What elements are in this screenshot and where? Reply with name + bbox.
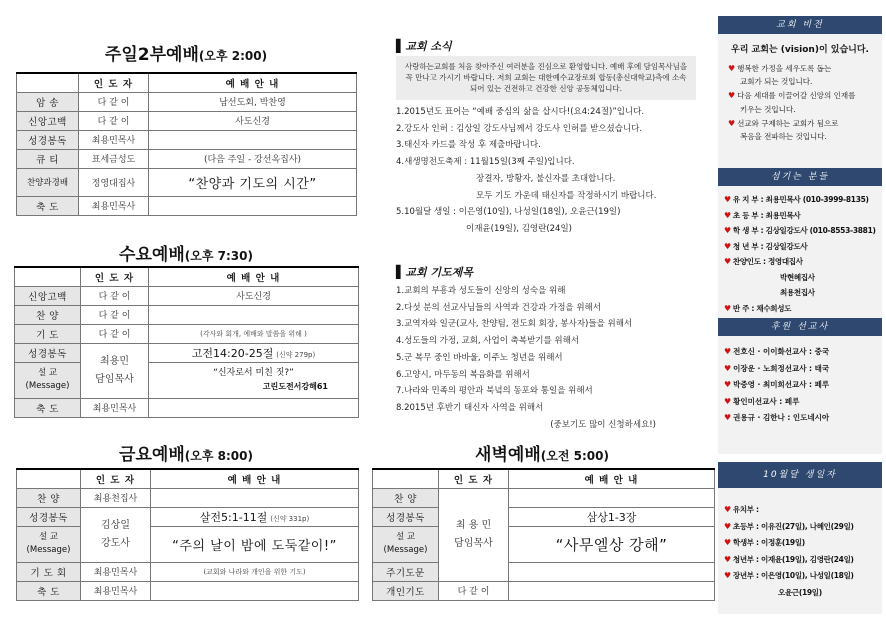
prayer-title: ▌교회 기도제목 (396, 265, 473, 279)
list-item: 이재윤(19일), 김영란(24일) (466, 223, 572, 234)
heart-icon: ♥ (724, 347, 732, 356)
list-item: 6.고양시, 마두동의 복음화를 위해서 (396, 369, 530, 380)
heart-icon: ♥ (724, 210, 731, 220)
dawn-table: 인 도 자 예 배 안 내 찬 양 최 용 민 담임목사 성경봉독 삼상1-3장 설 교 (Message) “사무엘상 강해” 주기도문 개인기도 다 같 이 (372, 468, 715, 601)
heart-icon: ♥ (724, 505, 731, 514)
list-item: 5.10월달 생일 : 이은영(10일), 나성일(18일), 오윤근(19일) (396, 207, 621, 218)
table-row: 축 도 최용민목사 (15, 398, 359, 417)
friday-title: 금요예배(오후 8:00) (119, 445, 253, 465)
table-row: 성경봉독 삼상1-3장 (373, 507, 715, 526)
heart-icon: ♥ (728, 91, 736, 101)
list-item: 7.나라와 민족의 평안과 북녘의 동포와 통일을 위해서 (396, 386, 593, 397)
heart-icon: ♥ (724, 413, 732, 422)
heart-icon: ♥ (724, 554, 731, 564)
prayer-list (396, 283, 706, 433)
heart-icon: ♥ (724, 226, 731, 235)
table-row: 개인기도 다 같 이 (373, 581, 715, 600)
missionaries-title: 후원 선교사 (718, 318, 882, 336)
wednesday-table: 인 도 자 예 배 안 내 신앙고백 다 같 이 사도신경 찬 양 다 같 이 기 도 다 같 이 (각사와 회개, 예배와 말씀을 위해 ) 성경봉독 최용민 담임목사 고전14:20-25절 (신약 279p) 설 교 (Message) “신자로서 미친 짓?” 고린도전서강해61 축 도 최용민목사 (14, 266, 359, 418)
list-item: 1.2015년도 표어는 “예배 중심의 삶을 삽시다!(요4:24절)”입니다. (396, 107, 645, 117)
table-row: 찬 양 최 용 민 담임목사 (373, 488, 715, 507)
heart-icon: ♥ (724, 521, 731, 531)
table-row: 기 도 다 같 이 (각사와 회개, 예배와 말씀을 위해 ) (15, 324, 359, 343)
list-item: 1.교회의 부흥과 성도들이 신앙의 성숙을 위해 (396, 286, 566, 296)
list-item: 2.강도사 인허 : 김상일 강도사님께서 강도사 인허를 받으셨습니다. (396, 123, 643, 134)
list-item: 3.태신자 카드를 작성 후 제출바랍니다. (396, 140, 541, 151)
vision-title: 교회 비전 (718, 16, 882, 34)
table-row: 신앙고백 다 같 이 사도신경 (15, 286, 359, 305)
table-row: 성경봉독 김상일 강도사 살전5:1-11절 (신약 331p) (17, 507, 359, 526)
wednesday-title: 수요예배(오후 7:30) (119, 245, 253, 265)
table-row: 설 교 (Message) “주의 날이 밤에 도둑같이!” (17, 526, 359, 562)
friday-table: 인 도 자 예 배 안 내 찬 양 최용천집사 성경봉독 김상일 강도사 살전5:1-11절 (신약 331p) 설 교 (Message) “주의 날이 밤에 도둑같이!” 기 도 회 최용민목사 (교회와 나라와 개인을 위한 기도) 축 도 최용민목사 (16, 468, 359, 601)
table-row: 축 도 최용민목사 (17, 581, 359, 600)
table-row: 찬 양 최용천집사 (17, 488, 359, 507)
list-item: 2.다섯 분의 선교사님들의 사역과 건강과 가정을 위해서 (396, 302, 601, 313)
heart-icon: ♥ (724, 195, 731, 204)
table-row: 성경봉독 최용민 담임목사 고전14:20-25절 (신약 279p) (15, 343, 359, 362)
news-title: ▌교회 소식 (396, 39, 452, 53)
table-row: 설 교 (Message) “신자로서 미친 짓?” 고린도전서강해61 (15, 362, 359, 398)
missionaries-panel: 후원 선교사 ♥ 전호신 · 이이화선교사 : 중국 ♥ 이장운 · 노희정선교사 : 태국 ♥ 박중영 · 최미희선교사 : 페루 ♥ 황인미선교사 : 페루 ♥ 권용규 · 김한나 : 인도네시아 (718, 318, 882, 454)
table-row: 주기도문 (373, 562, 715, 581)
news-list (396, 104, 706, 238)
heart-icon: ♥ (724, 380, 732, 389)
heart-icon: ♥ (728, 63, 736, 73)
list-item: 4.새생명전도축제 : 11월15일(3째 주일)입니다. (396, 157, 575, 168)
heart-icon: ♥ (724, 538, 731, 547)
sunday-table: 인 도 자 예 배 안 내 암 송 다 같 이 남선도회, 박찬영 신앙고백 다 같 이 사도신경 성경봉독 최용민목사 큐 티 표세금성도 (다음 주일 - 강선옥집사) 찬양과경배 정영대집사 “찬양과 기도의 시간” 축 도 최용민목사 (16, 72, 357, 216)
table-row: 기 도 회 최용민목사 (교회와 나라와 개인을 위한 기도) (17, 562, 359, 581)
table-row: 찬 양 다 같 이 (15, 305, 359, 324)
table-row: 찬양과경배 정영대집사 “찬양과 기도의 시간” (17, 168, 357, 196)
heart-icon: ♥ (724, 396, 732, 406)
list-item: 모두 기도 가운데 태신자를 작정하시기 바랍니다. (476, 190, 657, 201)
heart-icon: ♥ (724, 363, 732, 373)
table-row: 큐 티 표세금성도 (다음 주일 - 강선옥집사) (17, 149, 357, 168)
table-row: 암 송 다 같 이 남선도회, 박찬영 (17, 92, 357, 111)
heart-icon: ♥ (728, 118, 736, 128)
list-item: 장결자, 방황자, 불신자를 초대합니다. (476, 173, 616, 184)
list-item: 3.교역자와 일군(교사, 찬양팀, 전도회 회장, 봉사자)들을 위해서 (396, 319, 633, 330)
list-item: 8.2015년 후반기 태신자 사역을 위해서 (396, 402, 544, 413)
table-row: 성경봉독 최용민목사 (17, 130, 357, 149)
sunday-title: 주일2부예배(오후 2:00) (104, 45, 268, 65)
news-intro: 사랑하는교회를 처음 찾아주신 여러분을 진심으로 환영합니다. 예배 후에 담임목사님을 꼭 만나고 가시기 바랍니다. 저희 교회는 대한예수교장로회 합동(총신대학교)측에 소속되어 있는 건전하고 건강한 신앙 공동체입니다. (396, 56, 696, 100)
birthdays-title: 10월달 생일자 (718, 462, 882, 488)
dawn-title: 새벽예배(오전 5:00) (475, 445, 609, 465)
list-item: 5.군 복무 중인 바바울, 이주노 청년을 위해서 (396, 352, 563, 363)
vision-panel: 교회 비전 우리 교회는 (vision)이 있습니다. ♥ 행복한 가정을 세우도록 돕는 교회가 되는 것입니다. ♥ 다음 세대를 이끌어갈 신앙의 인재를 키우는 것입니다. ♥ 선교와 구제하는 교회가 됨으로 복음을 전파하는 것입니다. (718, 16, 882, 174)
list-item: 4.성도들의 가정, 교회, 사업이 축복받기를 위해서 (396, 336, 580, 347)
birthdays-panel: 10월달 생일자 ♥ 유치부 : ♥ 초등부 : 이유진(27일), 나혜인(29일) ♥ 학생부 : 이정훈(19일) ♥ 청년부 : 이재윤(19일), 김영란(24일) ♥ 장년부 : 이은영(10일), 나성일(18일) 오윤근(19일) (718, 462, 882, 614)
heart-icon: ♥ (724, 303, 731, 313)
table-row: 축 도 최용민목사 (17, 196, 357, 215)
table-row: 신앙고백 다 같 이 사도신경 (17, 111, 357, 130)
heart-icon: ♥ (724, 257, 731, 266)
list-item: (중보기도 많이 신청하세요!) (550, 419, 656, 430)
table-row: 설 교 (Message) “사무엘상 강해” (373, 526, 715, 562)
heart-icon: ♥ (724, 241, 731, 251)
servants-panel: 섬기는 분들 ♥ 유 지 부 : 최용민목사 (010-3999-8135) ♥ 초 등 부 : 최용민목사 ♥ 학 생 부 : 김상일강도사 (010-8553-3881) ♥ 청 년 부 : 김상일강도사 ♥ 찬양인도 : 정영대집사 박현혜집사 최용천집사 ♥ 반 주 : 채수희성도 (718, 168, 882, 320)
heart-icon: ♥ (724, 571, 731, 580)
servants-title: 섬기는 분들 (718, 168, 882, 186)
